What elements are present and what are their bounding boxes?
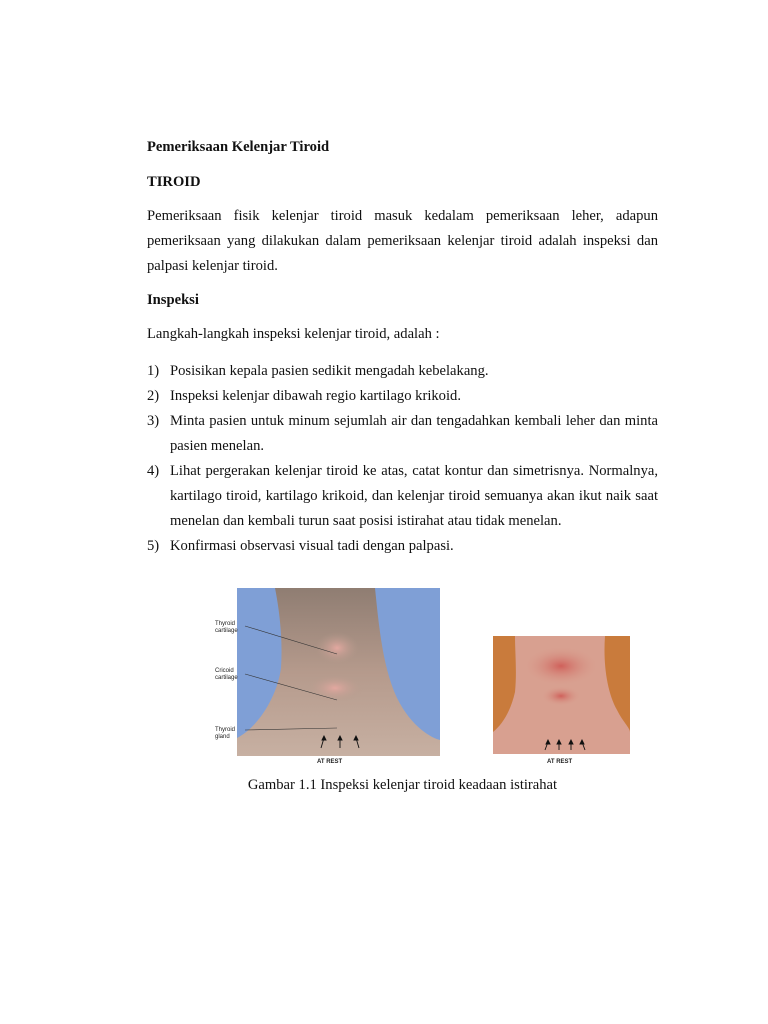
step-text: Minta pasien untuk minum sejumlah air dan tengadahkan kembali leher dan minta pasien menelan.	[170, 413, 658, 454]
step-text: Posisikan kepala pasien sedikit mengadah kebelakang.	[170, 363, 489, 379]
step-number: 5)	[147, 538, 160, 554]
section-title: TIROID	[147, 174, 201, 190]
step-number: 2)	[147, 388, 160, 404]
label-thyroid-gland-1: Thyroid	[215, 727, 236, 733]
figure-caption: Gambar 1.1 Inspeksi kelenjar tiroid keadaan istirahat	[247, 777, 558, 793]
list-item	[147, 409, 658, 459]
step-number: 3)	[147, 413, 160, 429]
intro-paragraph: Pemeriksaan fisik kelenjar tiroid masuk kedalam pemeriksaan leher, adapun pemeriksaan yang dilakukan dalam pemeriksaan kelenjar tiroid adalah inspeksi dan palpasi kelenjar tiroid.	[147, 208, 658, 274]
step-number: 1)	[147, 363, 160, 379]
list-item	[147, 534, 658, 559]
neck-photo-small	[493, 636, 630, 766]
step-text: Lihat pergerakan kelenjar tiroid ke atas, catat kontur dan simetrisnya. Normalnya, kartilago tiroid, kartilago krikoid, dan kelenjar tiroid semuanya akan ikut naik saat menelan dan kembali turun saat posisi istirahat atau tidak menelan.	[170, 463, 658, 529]
label-cricoid-cartilage-1: Cricoid	[215, 668, 234, 674]
label-thyroid-cartilage-2: cartilage	[215, 628, 238, 634]
list-item	[147, 459, 658, 534]
step-text: Inspeksi kelenjar dibawah regio kartilago krikoid.	[170, 388, 461, 404]
svg-text:Thyroidcartilage	[215, 621, 238, 634]
list-item	[147, 359, 658, 384]
label-thyroid-cartilage-1: Thyroid	[215, 621, 236, 627]
step-text: Konfirmasi observasi visual tadi dengan palpasi.	[170, 538, 454, 554]
figure-thyroid-inspection	[197, 588, 634, 768]
neck-photo-labeled	[197, 588, 440, 766]
label-at-rest-right: AT REST	[547, 759, 573, 765]
lead-paragraph: Langkah-langkah inspeksi kelenjar tiroid, adalah :	[147, 326, 440, 342]
subheading-inspeksi: Inspeksi	[147, 292, 199, 308]
label-thyroid-gland-2: gland	[215, 734, 230, 740]
label-cricoid-cartilage-2: cartilage	[215, 675, 238, 681]
list-item	[147, 384, 658, 409]
step-number: 4)	[147, 463, 160, 479]
inspection-steps-list	[147, 359, 658, 559]
label-at-rest-left: AT REST	[317, 759, 343, 765]
document-title: Pemeriksaan Kelenjar Tiroid	[147, 139, 330, 155]
